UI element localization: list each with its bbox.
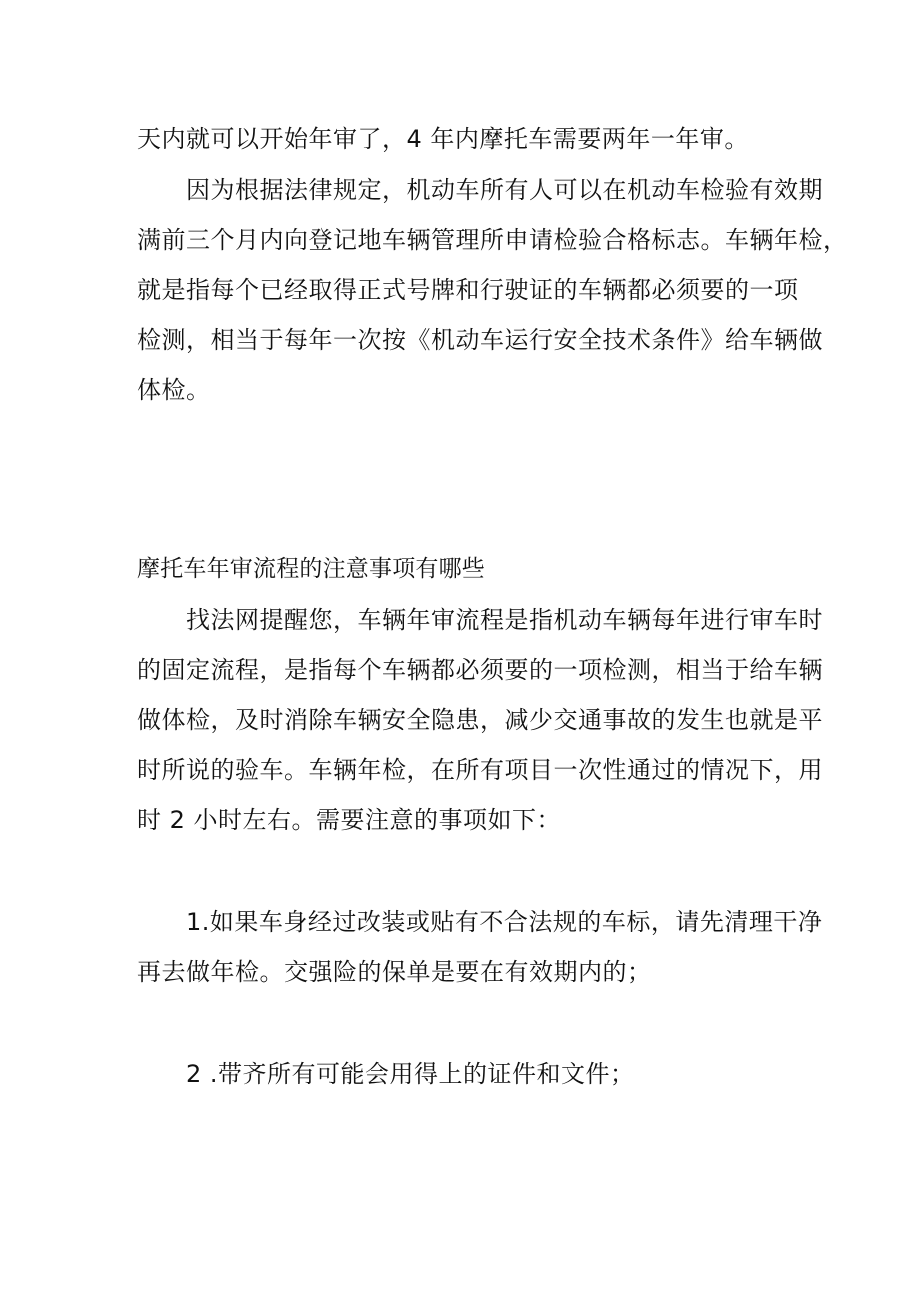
para1-line-4: 检测，相当于每年一次按《机动车运行安全技术条件》给车辆做 [137,326,823,354]
para1-line-3: 就是指每个已经取得正式号牌和行驶证的车辆都必须要的一项 [137,276,799,304]
item1-line-2: 再去做年检。交强险的保单是要在有效期内的； [137,958,652,986]
para2-line-4: 时所说的验车。车辆年检，在所有项目一次性通过的情况下，用 [137,756,823,784]
para2-line-3: 做体检，及时消除车辆安全隐患，减少交通事故的发生也就是平 [137,706,823,734]
para2-line-5: 时 2 小时左右。需要注意的事项如下： [137,806,562,834]
para2-line-2: 的固定流程，是指每个车辆都必须要的一项检测，相当于给车辆 [137,656,823,684]
item1-line-1: 1.如果车身经过改装或贴有不合法规的车标，请先清理干净 [186,908,823,936]
para2-line-1: 找法网提醒您，车辆年审流程是指机动车辆每年进行审车时 [186,606,823,634]
para1-line-5: 体检。 [137,376,211,404]
para1-line-1: 因为根据法律规定，机动车所有人可以在机动车检验有效期 [186,176,823,204]
para1-line-2: 满前三个月内向登记地车辆管理所申请检验合格标志。车辆年检， [137,226,848,254]
intro-line-1: 天内就可以开始年审了，4 年内摩托车需要两年一年审。 [137,125,749,153]
section-heading: 摩托车年审流程的注意事项有哪些 [137,556,485,582]
item2-line-1: 2 .带齐所有可能会用得上的证件和文件； [186,1060,635,1088]
